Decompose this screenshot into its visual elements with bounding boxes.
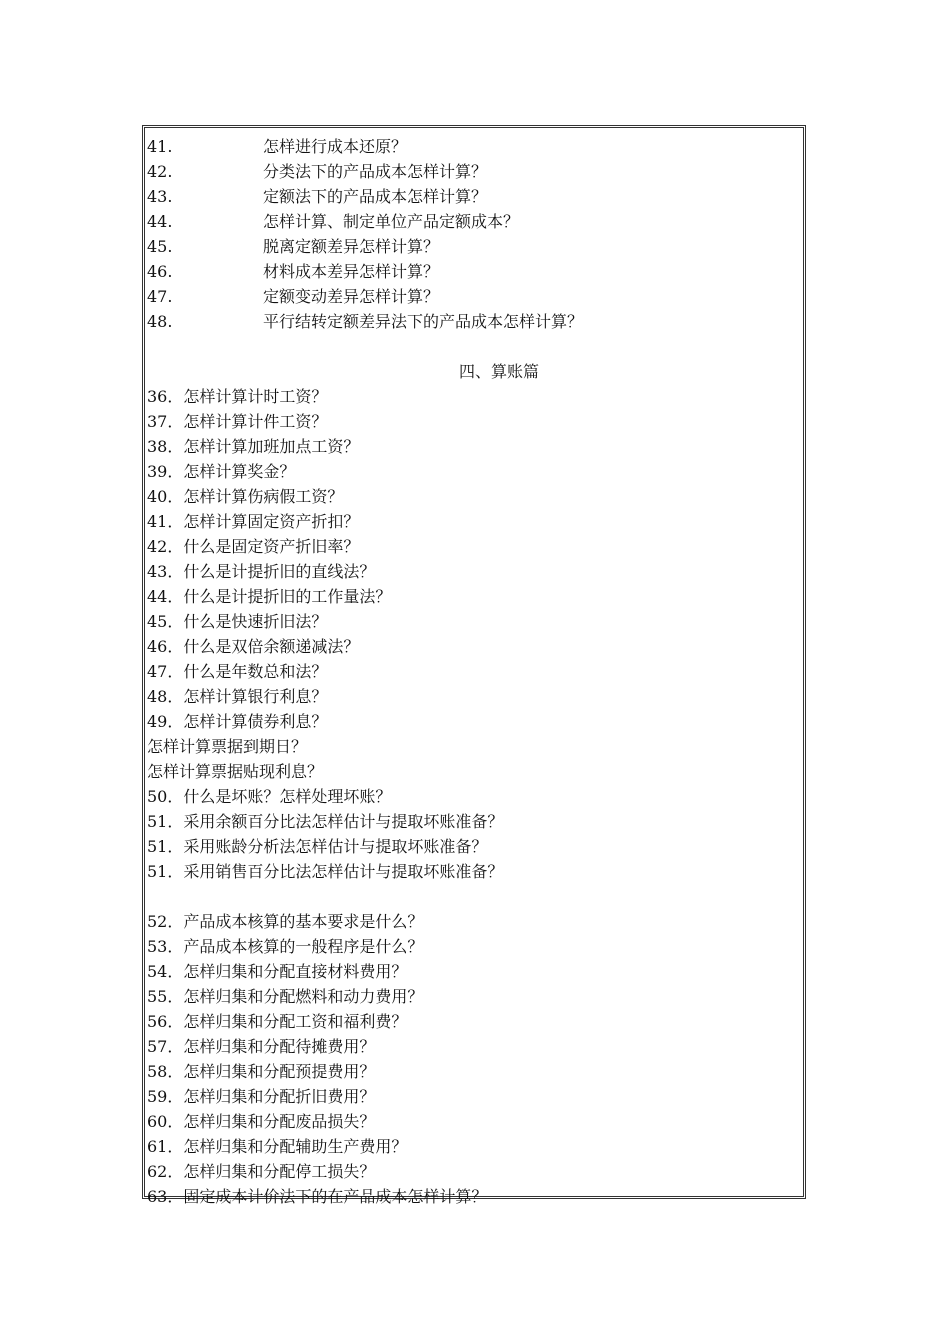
list-item: 53．产品成本核算的一般程序是什么？ <box>147 937 424 956</box>
document-content <box>147 134 803 1209</box>
list-item: 59．怎样归集和分配折旧费用？ <box>147 1087 376 1106</box>
list-item: 39．怎样计算奖金？ <box>147 462 296 481</box>
list-item: 44．什么是计提折旧的工作量法？ <box>147 587 392 606</box>
list-item: 55．怎样归集和分配燃料和动力费用？ <box>147 987 424 1006</box>
list-item: 46. 材料成本差异怎样计算？ <box>147 262 440 281</box>
list-item: 47．什么是年数总和法？ <box>147 662 328 681</box>
list-item: 51．采用余额百分比法怎样估计与提取坏账准备？ <box>147 812 504 831</box>
section-title: 四、算账篇 <box>458 362 539 381</box>
list-item: 54．怎样归集和分配直接材料费用？ <box>147 962 408 981</box>
list-item: 41. 怎样进行成本还原？ <box>147 137 408 156</box>
list-item: 38．怎样计算加班加点工资？ <box>147 437 360 456</box>
list-item: 48．怎样计算银行利息？ <box>147 687 328 706</box>
list-item: 48. 平行结转定额差异法下的产品成本怎样计算？ <box>147 312 584 331</box>
list-item: 49．怎样计算债券利息？ <box>147 712 328 731</box>
list-item: 37．怎样计算计件工资？ <box>147 412 328 431</box>
list-item: 47. 定额变动差异怎样计算？ <box>147 287 440 306</box>
list-item: 58．怎样归集和分配预提费用？ <box>147 1062 376 1081</box>
document-frame <box>142 125 806 1206</box>
list-item: 62．怎样归集和分配停工损失？ <box>147 1162 376 1181</box>
list-item: 怎样计算票据贴现利息？ <box>147 762 324 781</box>
list-item: 61．怎样归集和分配辅助生产费用？ <box>147 1137 408 1156</box>
list-item: 42. 分类法下的产品成本怎样计算？ <box>147 162 488 181</box>
list-item: 52．产品成本核算的基本要求是什么？ <box>147 912 424 931</box>
list-item: 57．怎样归集和分配待摊费用？ <box>147 1037 376 1056</box>
list-item: 60．怎样归集和分配废品损失？ <box>147 1112 376 1131</box>
list-item: 41．怎样计算固定资产折扣？ <box>147 512 360 531</box>
list-item: 50．什么是坏账？怎样处理坏账？ <box>147 787 392 806</box>
list-item: 44. 怎样计算、制定单位产品定额成本？ <box>147 212 520 231</box>
blank-line <box>147 884 803 909</box>
list-item: 42．什么是固定资产折旧率？ <box>147 537 360 556</box>
list-item: 63．固定成本计价法下的在产品成本怎样计算？ <box>147 1187 488 1206</box>
list-item: 51．采用账龄分析法怎样估计与提取坏账准备？ <box>147 837 488 856</box>
list-item: 怎样计算票据到期日？ <box>147 737 308 756</box>
list-item: 51．采用销售百分比法怎样估计与提取坏账准备？ <box>147 862 504 881</box>
list-item: 56．怎样归集和分配工资和福利费？ <box>147 1012 408 1031</box>
list-item: 45. 脱离定额差异怎样计算？ <box>147 237 440 256</box>
blank-line <box>147 334 803 359</box>
list-item: 40．怎样计算伤病假工资？ <box>147 487 344 506</box>
list-item: 43．什么是计提折旧的直线法？ <box>147 562 376 581</box>
list-item: 43. 定额法下的产品成本怎样计算？ <box>147 187 488 206</box>
list-item: 46．什么是双倍余额递减法？ <box>147 637 360 656</box>
list-item: 45．什么是快速折旧法？ <box>147 612 328 631</box>
list-item: 36．怎样计算计时工资？ <box>147 387 328 406</box>
